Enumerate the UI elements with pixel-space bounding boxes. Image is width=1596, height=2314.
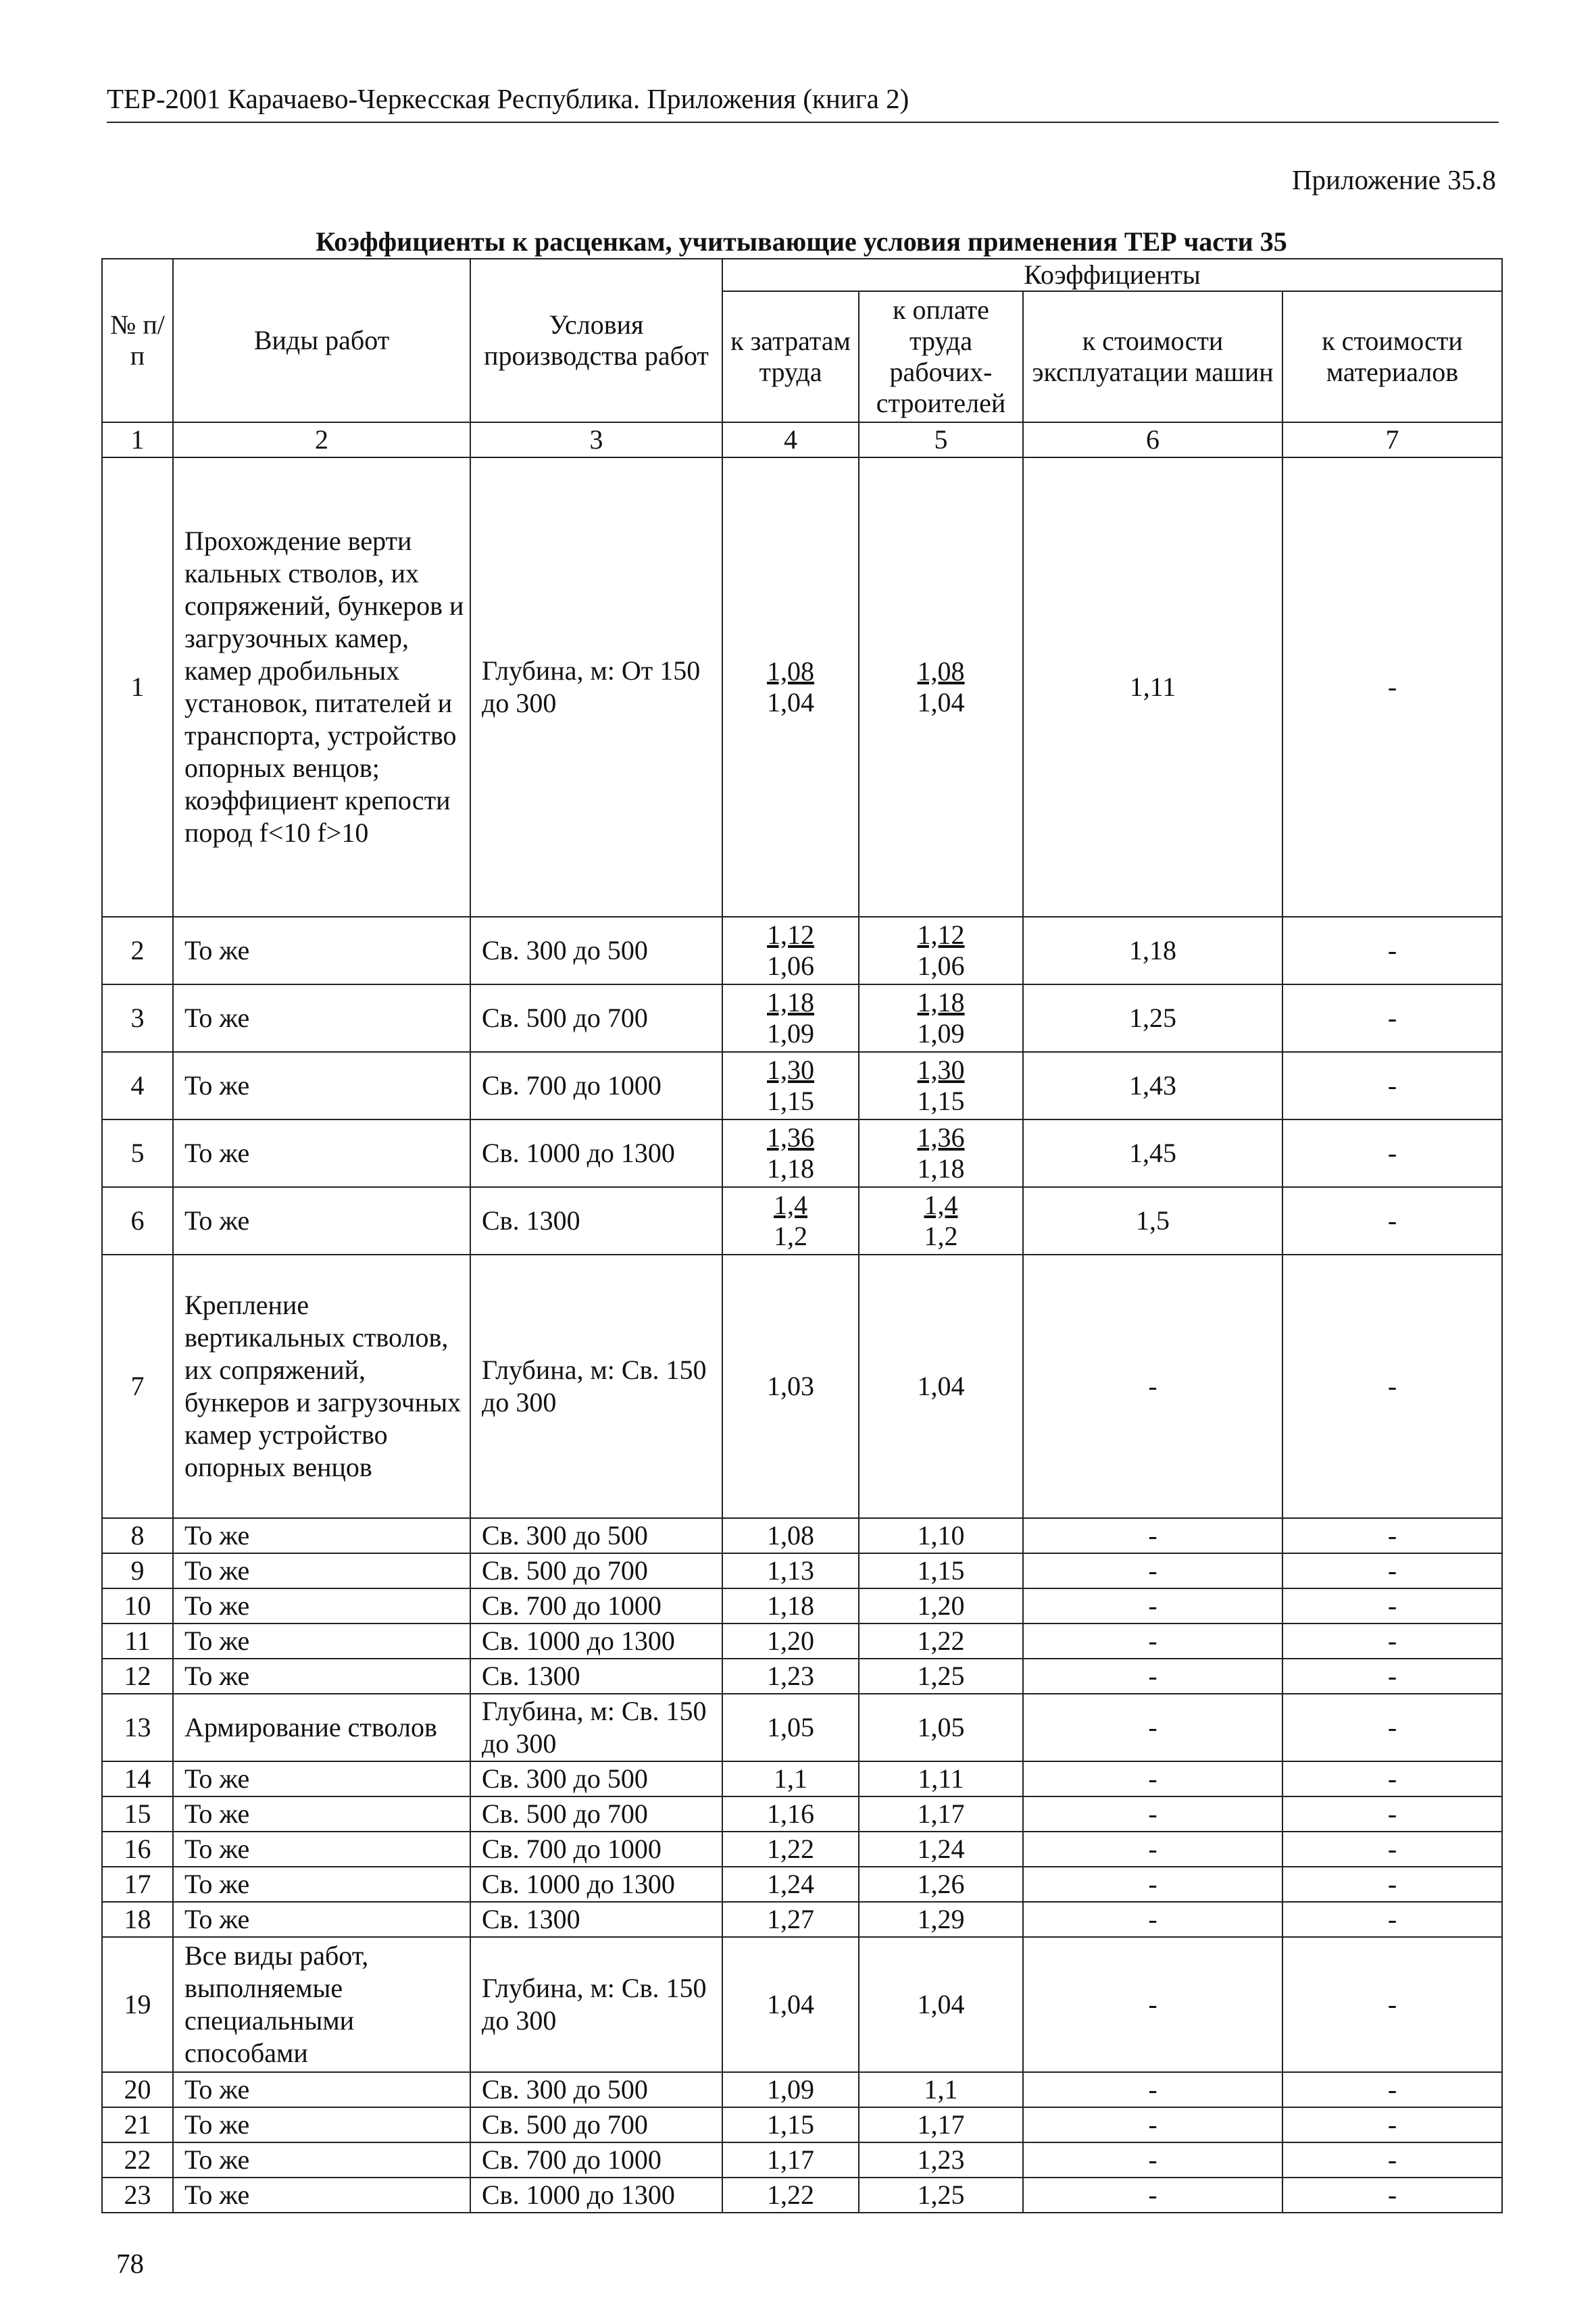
row-number: 14 (102, 1761, 173, 1796)
materials-coef: - (1282, 1937, 1502, 2072)
wages-coef: 1,05 (859, 1694, 1023, 1761)
materials-coef: - (1282, 1255, 1502, 1518)
wages-coef: 1,29 (859, 1902, 1023, 1937)
table-row (102, 1255, 1502, 1518)
work-type: То же (173, 1518, 470, 1553)
machines-coef: 1,5 (1023, 1187, 1282, 1255)
work-type: То же (173, 1553, 470, 1588)
labor-coef: 1,09 (722, 2072, 859, 2107)
fraction-value (918, 1122, 965, 1184)
fraction-numerator: 1,30 (917, 1054, 965, 1085)
conditions: Св. 300 до 500 (470, 2072, 722, 2107)
conditions: Глубина, м: Св. 150 до 300 (470, 1255, 722, 1518)
row-number: 6 (102, 1187, 173, 1255)
conditions: Св. 500 до 700 (470, 1796, 722, 1832)
row-number: 18 (102, 1902, 173, 1937)
labor-coef: 1,22 (722, 2178, 859, 2213)
row-number: 3 (102, 984, 173, 1052)
table-row (102, 1120, 1502, 1187)
row-number: 7 (102, 1255, 173, 1518)
materials-coef: - (1282, 1694, 1502, 1761)
conditions: Св. 700 до 1000 (470, 2142, 722, 2178)
table-row (102, 1902, 1502, 1937)
conditions: Св. 700 до 1000 (470, 1832, 722, 1867)
labor-coef: 1,20 (722, 1624, 859, 1659)
work-type: То же (173, 1624, 470, 1659)
materials-coef: - (1282, 1796, 1502, 1832)
work-type: То же (173, 984, 470, 1052)
labor-coef: 1,18 (722, 1588, 859, 1624)
labor-coef (722, 917, 859, 984)
work-type: То же (173, 2178, 470, 2213)
fraction-value (767, 920, 814, 982)
conditions: Св. 300 до 500 (470, 1761, 722, 1796)
machines-coef: 1,11 (1023, 457, 1282, 917)
fraction-value (918, 1055, 965, 1117)
fraction-value (767, 1122, 814, 1184)
conditions: Св. 1300 (470, 1187, 722, 1255)
row-number: 8 (102, 1518, 173, 1553)
row-number: 22 (102, 2142, 173, 2178)
conditions: Св. 300 до 500 (470, 1518, 722, 1553)
appendix-label: Приложение 35.8 (1291, 164, 1496, 195)
table-row (102, 1553, 1502, 1588)
row-number: 20 (102, 2072, 173, 2107)
work-type: То же (173, 1832, 470, 1867)
work-type: То же (173, 1659, 470, 1694)
materials-coef: - (1282, 457, 1502, 917)
wages-coef: 1,24 (859, 1832, 1023, 1867)
wages-coef: 1,17 (859, 2107, 1023, 2142)
labor-coef: 1,03 (722, 1255, 859, 1518)
wages-coef (859, 457, 1023, 917)
work-type: Крепление вертикальных стволов, их сопряжений, бункеров и загрузочных камер устройство опорных венцов (173, 1255, 470, 1518)
table-row (102, 917, 1502, 984)
wages-coef: 1,23 (859, 2142, 1023, 2178)
materials-coef: - (1282, 1187, 1502, 1255)
wages-coef: 1,25 (859, 2178, 1023, 2213)
table-row (102, 2072, 1502, 2107)
machines-coef: - (1023, 1518, 1282, 1553)
machines-coef: - (1023, 1796, 1282, 1832)
fraction-denominator: 1,06 (917, 950, 965, 981)
materials-coef: - (1282, 1120, 1502, 1187)
fraction-numerator: 1,4 (774, 1189, 807, 1220)
wages-coef: 1,04 (859, 1937, 1023, 2072)
fraction-value (767, 1055, 814, 1117)
machines-coef: - (1023, 1255, 1282, 1518)
fraction-numerator: 1,08 (767, 655, 814, 686)
fraction-denominator: 1,18 (767, 1153, 814, 1184)
table-row (102, 1796, 1502, 1832)
fraction-numerator: 1,08 (917, 655, 965, 686)
table-row (102, 1187, 1502, 1255)
table-row (102, 1937, 1502, 2072)
fraction-numerator: 1,18 (767, 986, 814, 1017)
labor-coef: 1,15 (722, 2107, 859, 2142)
conditions: Глубина, м: Св. 150 до 300 (470, 1694, 722, 1761)
fraction-denominator: 1,2 (774, 1220, 807, 1251)
conditions: Св. 1000 до 1300 (470, 1624, 722, 1659)
row-number: 21 (102, 2107, 173, 2142)
materials-coef: - (1282, 2107, 1502, 2142)
row-number: 10 (102, 1588, 173, 1624)
table-title: Коэффициенты к расценкам, учитывающие условия применения ТЕР части 35 (316, 226, 1287, 257)
row-number: 17 (102, 1867, 173, 1902)
fraction-numerator: 1,12 (917, 919, 965, 950)
wages-coef (859, 984, 1023, 1052)
machines-coef: - (1023, 1867, 1282, 1902)
table-row (102, 1052, 1502, 1120)
fraction-numerator: 1,36 (767, 1122, 814, 1153)
fraction-denominator: 1,15 (767, 1085, 814, 1116)
conditions: Св. 1000 до 1300 (470, 1867, 722, 1902)
machines-coef: - (1023, 2142, 1282, 2178)
table-row (102, 1832, 1502, 1867)
machines-coef: - (1023, 2072, 1282, 2107)
wages-coef: 1,25 (859, 1659, 1023, 1694)
table-row (102, 1867, 1502, 1902)
labor-coef: 1,16 (722, 1796, 859, 1832)
table-row (102, 1588, 1502, 1624)
header-machines: к стоимости эксплуатации машин (1023, 291, 1282, 422)
column-number: 2 (173, 422, 470, 457)
materials-coef: - (1282, 984, 1502, 1052)
labor-coef: 1,23 (722, 1659, 859, 1694)
materials-coef: - (1282, 1867, 1502, 1902)
page-header: ТЕР-2001 Карачаево-Черкесская Республика. Приложения (книга 2) (107, 80, 1499, 123)
labor-coef: 1,17 (722, 2142, 859, 2178)
labor-coef: 1,27 (722, 1902, 859, 1937)
wages-coef: 1,04 (859, 1255, 1023, 1518)
header-labor: к затратам труда (722, 291, 859, 422)
materials-coef: - (1282, 1052, 1502, 1120)
machines-coef: - (1023, 2178, 1282, 2213)
column-number: 4 (722, 422, 859, 457)
materials-coef: - (1282, 1588, 1502, 1624)
work-type: То же (173, 2107, 470, 2142)
wages-coef: 1,10 (859, 1518, 1023, 1553)
work-type: То же (173, 1120, 470, 1187)
fraction-denominator: 1,15 (917, 1085, 965, 1116)
work-type: То же (173, 917, 470, 984)
materials-coef: - (1282, 2142, 1502, 2178)
column-number: 5 (859, 422, 1023, 457)
labor-coef: 1,24 (722, 1867, 859, 1902)
conditions: Св. 500 до 700 (470, 1553, 722, 1588)
labor-coef (722, 1052, 859, 1120)
table-row (102, 1518, 1502, 1553)
wages-coef: 1,17 (859, 1796, 1023, 1832)
machines-coef: - (1023, 2107, 1282, 2142)
conditions: Св. 500 до 700 (470, 2107, 722, 2142)
row-number: 9 (102, 1553, 173, 1588)
machines-coef: - (1023, 1659, 1282, 1694)
fraction-numerator: 1,18 (917, 986, 965, 1017)
table-row (102, 1659, 1502, 1694)
labor-coef: 1,13 (722, 1553, 859, 1588)
conditions: Св. 700 до 1000 (470, 1052, 722, 1120)
fraction-denominator: 1,18 (917, 1153, 965, 1184)
machines-coef: 1,18 (1023, 917, 1282, 984)
wages-coef (859, 1120, 1023, 1187)
machines-coef: - (1023, 1694, 1282, 1761)
work-type: Армирование стволов (173, 1694, 470, 1761)
table-row (102, 984, 1502, 1052)
row-number: 19 (102, 1937, 173, 2072)
wages-coef: 1,20 (859, 1588, 1023, 1624)
row-number: 1 (102, 457, 173, 917)
table-row (102, 2107, 1502, 2142)
row-number: 13 (102, 1694, 173, 1761)
conditions: Св. 1000 до 1300 (470, 1120, 722, 1187)
wages-coef: 1,11 (859, 1761, 1023, 1796)
work-type: То же (173, 1052, 470, 1120)
work-type: Прохождение верти кальных стволов, их сопряжений, бункеров и загрузочных камер, камер дробильных установок, питателей и транспорта, устройство опорных венцов; коэффициент крепости пород f<10 f>10 (173, 457, 470, 917)
materials-coef: - (1282, 2178, 1502, 2213)
materials-coef: - (1282, 1624, 1502, 1659)
fraction-numerator: 1,30 (767, 1054, 814, 1085)
work-type: То же (173, 1761, 470, 1796)
row-number: 15 (102, 1796, 173, 1832)
labor-coef: 1,05 (722, 1694, 859, 1761)
labor-coef: 1,08 (722, 1518, 859, 1553)
conditions: Св. 300 до 500 (470, 917, 722, 984)
column-number: 6 (1023, 422, 1282, 457)
header-work: Виды работ (173, 259, 470, 422)
materials-coef: - (1282, 1832, 1502, 1867)
conditions: Св. 500 до 700 (470, 984, 722, 1052)
row-number: 2 (102, 917, 173, 984)
fraction-denominator: 1,04 (917, 686, 965, 718)
header-wages: к оплате труда рабочих-строителей (859, 291, 1023, 422)
machines-coef: - (1023, 1902, 1282, 1937)
coefficients-table (101, 258, 1503, 2213)
fraction-value (774, 1190, 807, 1252)
labor-coef (722, 1187, 859, 1255)
wages-coef: 1,15 (859, 1553, 1023, 1588)
machines-coef: 1,25 (1023, 984, 1282, 1052)
column-number: 1 (102, 422, 173, 457)
table-body (102, 457, 1502, 2213)
wages-coef: 1,22 (859, 1624, 1023, 1659)
fraction-denominator: 1,04 (767, 686, 814, 718)
fraction-value (767, 656, 814, 718)
row-number: 12 (102, 1659, 173, 1694)
table-row (102, 1694, 1502, 1761)
fraction-denominator: 1,09 (767, 1017, 814, 1049)
row-number: 16 (102, 1832, 173, 1867)
work-type: То же (173, 1187, 470, 1255)
conditions: Глубина, м: Св. 150 до 300 (470, 1937, 722, 2072)
table-row (102, 1624, 1502, 1659)
labor-coef: 1,22 (722, 1832, 859, 1867)
fraction-denominator: 1,2 (924, 1220, 958, 1251)
fraction-denominator: 1,06 (767, 950, 814, 981)
materials-coef: - (1282, 917, 1502, 984)
row-number: 4 (102, 1052, 173, 1120)
fraction-value (924, 1190, 958, 1252)
conditions: Св. 1300 (470, 1902, 722, 1937)
conditions: Св. 1000 до 1300 (470, 2178, 722, 2213)
wages-coef: 1,26 (859, 1867, 1023, 1902)
machines-coef: - (1023, 1588, 1282, 1624)
page-number: 78 (116, 2248, 144, 2279)
machines-coef: - (1023, 1937, 1282, 2072)
materials-coef: - (1282, 1902, 1502, 1937)
materials-coef: - (1282, 1553, 1502, 1588)
fraction-value (918, 987, 965, 1049)
header-conditions: Условия производства работ (470, 259, 722, 422)
labor-coef (722, 1120, 859, 1187)
work-type: То же (173, 1796, 470, 1832)
fraction-numerator: 1,12 (767, 919, 814, 950)
column-number: 3 (470, 422, 722, 457)
row-number: 5 (102, 1120, 173, 1187)
machines-coef: 1,45 (1023, 1120, 1282, 1187)
work-type: Все виды работ, выполняемые специальными способами (173, 1937, 470, 2072)
fraction-numerator: 1,4 (924, 1189, 958, 1220)
wages-coef (859, 1052, 1023, 1120)
fraction-numerator: 1,36 (917, 1122, 965, 1153)
row-number: 11 (102, 1624, 173, 1659)
conditions: Св. 1300 (470, 1659, 722, 1694)
machines-coef: - (1023, 1624, 1282, 1659)
materials-coef: - (1282, 1761, 1502, 1796)
header-num: № п/п (102, 259, 173, 422)
labor-coef: 1,04 (722, 1937, 859, 2072)
materials-coef: - (1282, 1518, 1502, 1553)
fraction-value (767, 987, 814, 1049)
machines-coef: 1,43 (1023, 1052, 1282, 1120)
fraction-denominator: 1,09 (917, 1017, 965, 1049)
work-type: То же (173, 2142, 470, 2178)
wages-coef (859, 1187, 1023, 1255)
work-type: То же (173, 2072, 470, 2107)
table-row (102, 2178, 1502, 2213)
labor-coef: 1,1 (722, 1761, 859, 1796)
wages-coef: 1,1 (859, 2072, 1023, 2107)
header-coef-group: Коэффициенты (722, 259, 1502, 291)
table-row (102, 457, 1502, 917)
wages-coef (859, 917, 1023, 984)
row-number: 23 (102, 2178, 173, 2213)
work-type: То же (173, 1588, 470, 1624)
fraction-value (918, 920, 965, 982)
machines-coef: - (1023, 1832, 1282, 1867)
work-type: То же (173, 1902, 470, 1937)
column-number: 7 (1282, 422, 1502, 457)
conditions: Св. 700 до 1000 (470, 1588, 722, 1624)
table-row (102, 1761, 1502, 1796)
table-row (102, 2142, 1502, 2178)
work-type: То же (173, 1867, 470, 1902)
materials-coef: - (1282, 2072, 1502, 2107)
column-numbers-row (102, 422, 1502, 457)
materials-coef: - (1282, 1659, 1502, 1694)
fraction-value (918, 656, 965, 718)
labor-coef (722, 457, 859, 917)
machines-coef: - (1023, 1761, 1282, 1796)
header-materials: к стоимости материалов (1282, 291, 1502, 422)
conditions: Глубина, м: От 150 до 300 (470, 457, 722, 917)
labor-coef (722, 984, 859, 1052)
machines-coef: - (1023, 1553, 1282, 1588)
